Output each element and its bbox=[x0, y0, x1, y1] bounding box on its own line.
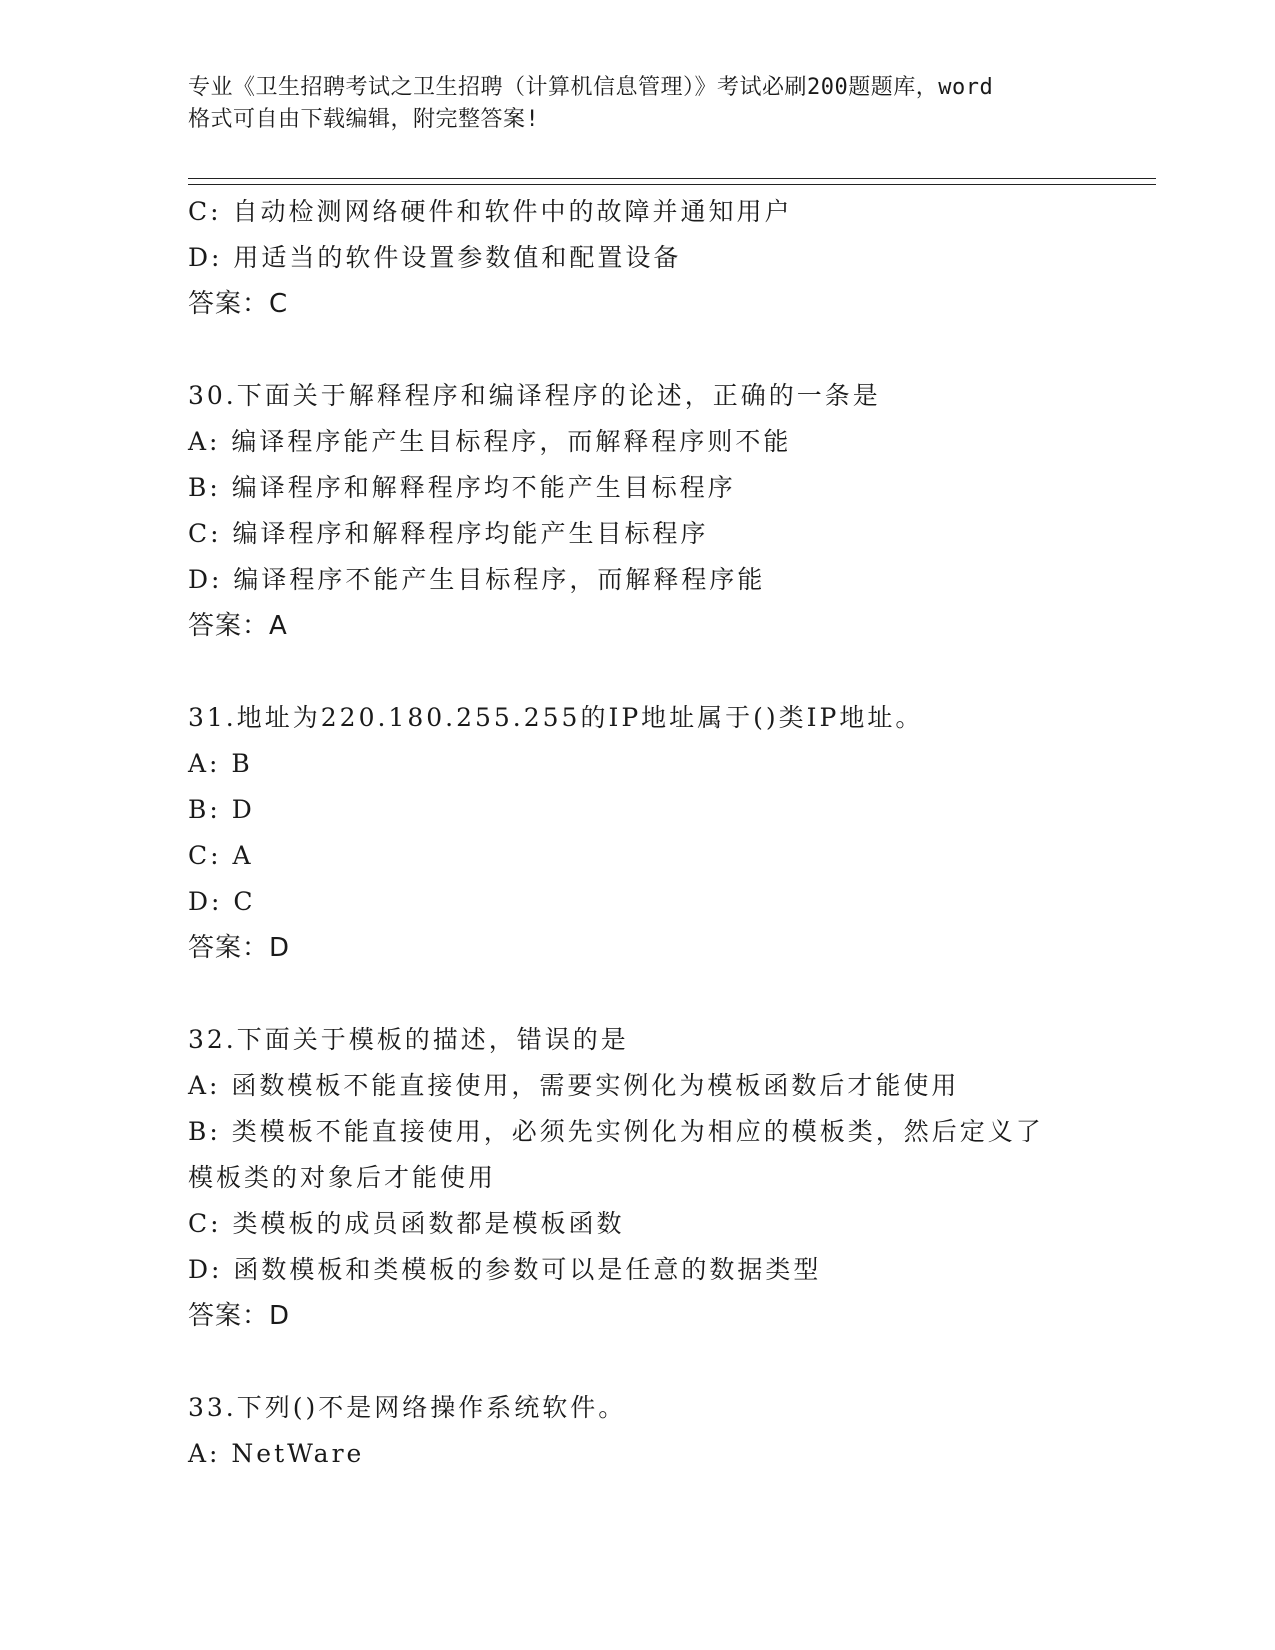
option-line: A: NetWare bbox=[188, 1439, 365, 1468]
option-line: B: 编译程序和解释程序均不能产生目标程序 bbox=[188, 473, 736, 502]
option-line: A: B bbox=[188, 749, 253, 778]
question-spacer bbox=[188, 649, 1148, 695]
option-line: B: D bbox=[188, 795, 255, 824]
question-stem: 33.下列()不是网络操作系统软件。 bbox=[188, 1393, 627, 1422]
question-spacer bbox=[188, 1339, 1148, 1385]
option-line: C: 类模板的成员函数都是模板函数 bbox=[188, 1209, 625, 1238]
option-line: C: A bbox=[188, 841, 254, 870]
option-line: D: 函数模板和类模板的参数可以是任意的数据类型 bbox=[188, 1255, 822, 1284]
answer-line: 答案：D bbox=[188, 933, 291, 963]
question-stem: 31.地址为220.180.255.255的IP地址属于()类IP地址。 bbox=[188, 703, 924, 732]
option-line: A: 编译程序能产生目标程序，而解释程序则不能 bbox=[188, 427, 792, 456]
header-divider-bottom bbox=[188, 184, 1156, 185]
option-line: A: 函数模板不能直接使用，需要实例化为模板函数后才能使用 bbox=[188, 1071, 960, 1100]
question-spacer bbox=[188, 971, 1148, 1017]
answer-line: 答案：C bbox=[188, 289, 289, 319]
answer-line: 答案：D bbox=[188, 1301, 291, 1331]
header-divider-top bbox=[188, 178, 1156, 179]
option-line: D: C bbox=[188, 887, 256, 916]
option-line: 模板类的对象后才能使用 bbox=[188, 1163, 497, 1192]
question-stem: 32.下面关于模板的描述，错误的是 bbox=[188, 1025, 629, 1054]
question-spacer bbox=[188, 327, 1148, 373]
header-line-2: 格式可自由下载编辑，附完整答案! bbox=[188, 107, 540, 132]
option-line: D: 用适当的软件设置参数值和配置设备 bbox=[188, 243, 682, 272]
option-line: C: 编译程序和解释程序均能产生目标程序 bbox=[188, 519, 709, 548]
document-header bbox=[188, 72, 1088, 136]
option-line: D: 编译程序不能产生目标程序，而解释程序能 bbox=[188, 565, 766, 594]
question-stem: 30.下面关于解释程序和编译程序的论述，正确的一条是 bbox=[188, 381, 881, 410]
header-line-1: 专业《卫生招聘考试之卫生招聘（计算机信息管理）》考试必刷200题题库，word bbox=[188, 75, 994, 100]
question-list bbox=[188, 189, 1148, 1477]
option-line: C: 自动检测网络硬件和软件中的故障并通知用户 bbox=[188, 197, 793, 226]
answer-line: 答案：A bbox=[188, 611, 288, 641]
option-line: B: 类模板不能直接使用，必须先实例化为相应的模板类，然后定义了 bbox=[188, 1117, 1044, 1146]
